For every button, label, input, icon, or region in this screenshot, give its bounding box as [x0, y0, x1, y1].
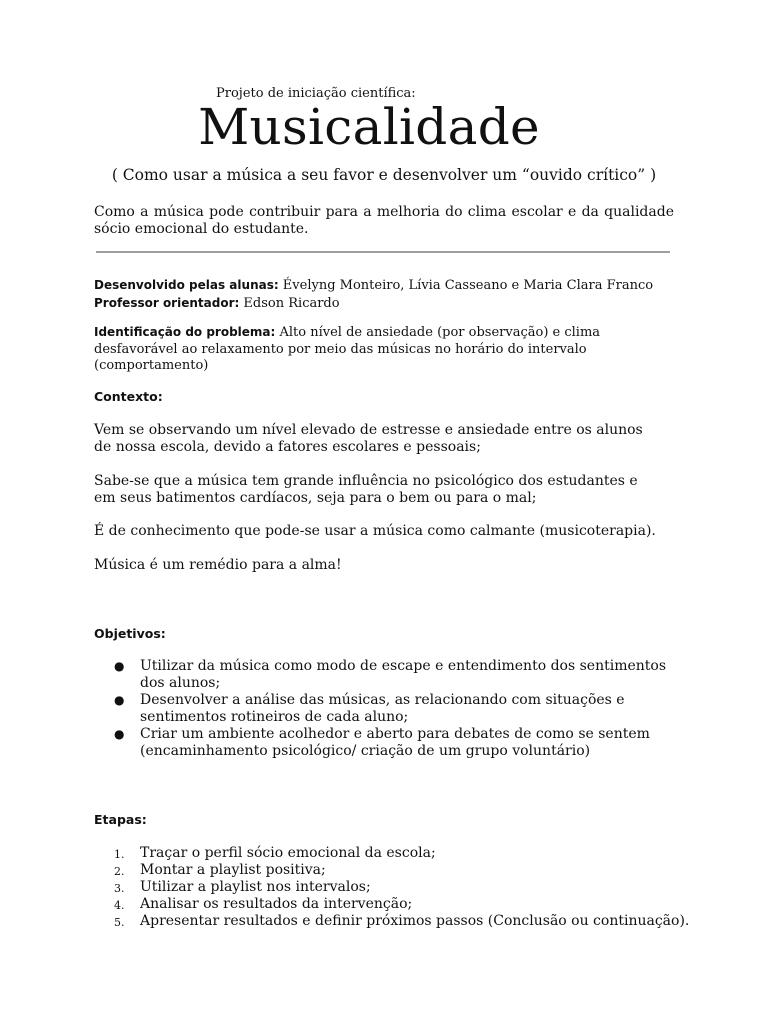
project-summary: Como a música pode contribuir para a melhoria do clima escolar e da qualidade sócio emocional do estudante. [94, 204, 674, 237]
list-item [94, 879, 694, 896]
list-item [94, 658, 674, 692]
advisor-line [94, 295, 694, 313]
problem-block [94, 324, 684, 375]
document-subtitle: ( Como usar a música a seu favor e desenvolver um “ouvido crítico” ) [111, 166, 657, 184]
list-item [94, 726, 674, 760]
context-paragraph: É de conhecimento que pode-se usar a música como calmante (musicoterapia). [94, 523, 656, 539]
step-text: Montar a playlist positiva; [140, 862, 326, 878]
context-paragraph: Sabe-se que a música tem grande influência no psicológico dos estudantes e em seus batimentos cardíacos, seja para o bem ou para o mal; [94, 473, 638, 506]
problem-label: Identificação do problema: [94, 325, 276, 339]
list-item [94, 692, 674, 726]
context-paragraph: Vem se observando um nível elevado de estresse e ansiedade entre os alunos de nossa escola, devido a fatores escolares e pessoais; [94, 422, 643, 455]
list-item-text: Desenvolver a análise das músicas, as relacionando com situações e sentimentos rotineiros de cada aluno; [140, 692, 625, 725]
students-value: Évelyng Monteiro, Lívia Casseano e Maria Clara Franco [278, 278, 654, 293]
list-item [94, 896, 694, 913]
list-item [94, 862, 694, 879]
list-item-text: Utilizar da música como modo de escape e entendimento dos sentimentos dos alunos; [140, 658, 667, 691]
step-text: Apresentar resultados e definir próximos passos (Conclusão ou continuação). [140, 913, 690, 929]
list-item [94, 845, 694, 862]
advisor-value: Edson Ricardo [239, 295, 340, 311]
bullet-icon: ● [114, 727, 125, 741]
steps-heading: Etapas: [94, 812, 147, 827]
objectives-heading: Objetivos: [94, 626, 166, 641]
list-item-text: Criar um ambiente acolhedor e aberto para debates de como se sentem (encaminhamento psicológico/ criação de um grupo voluntário) [140, 726, 650, 759]
steps-list [94, 845, 694, 930]
problem-value: Alto nível de ansiedade (por observação) e clima desfavorável ao relaxamento por meio das músicas no horário do intervalo (comportamento) [94, 325, 601, 373]
step-number: 5. [114, 916, 125, 929]
list-item [94, 913, 694, 930]
horizontal-divider [96, 251, 670, 253]
step-number: 3. [114, 882, 125, 895]
step-text: Traçar o perfil sócio emocional da escola; [140, 845, 436, 861]
step-number: 4. [114, 899, 125, 912]
students-line [94, 277, 694, 295]
bullet-icon: ● [114, 693, 125, 707]
step-number: 2. [114, 865, 125, 878]
project-kicker: Projeto de iniciação científica: [216, 86, 416, 101]
context-heading: Contexto: [94, 389, 163, 404]
credits-block [94, 277, 694, 312]
objectives-list [94, 658, 674, 760]
step-text: Analisar os resultados da intervenção; [140, 896, 413, 912]
students-label: Desenvolvido pelas alunas: [94, 278, 279, 292]
step-text: Utilizar a playlist nos intervalos; [140, 879, 371, 895]
bullet-icon: ● [114, 659, 125, 673]
advisor-label: Professor orientador: [94, 295, 240, 310]
context-paragraph: Música é um remédio para a alma! [94, 557, 342, 573]
document-title: Musicalidade [198, 98, 540, 156]
step-number: 1. [114, 848, 125, 861]
